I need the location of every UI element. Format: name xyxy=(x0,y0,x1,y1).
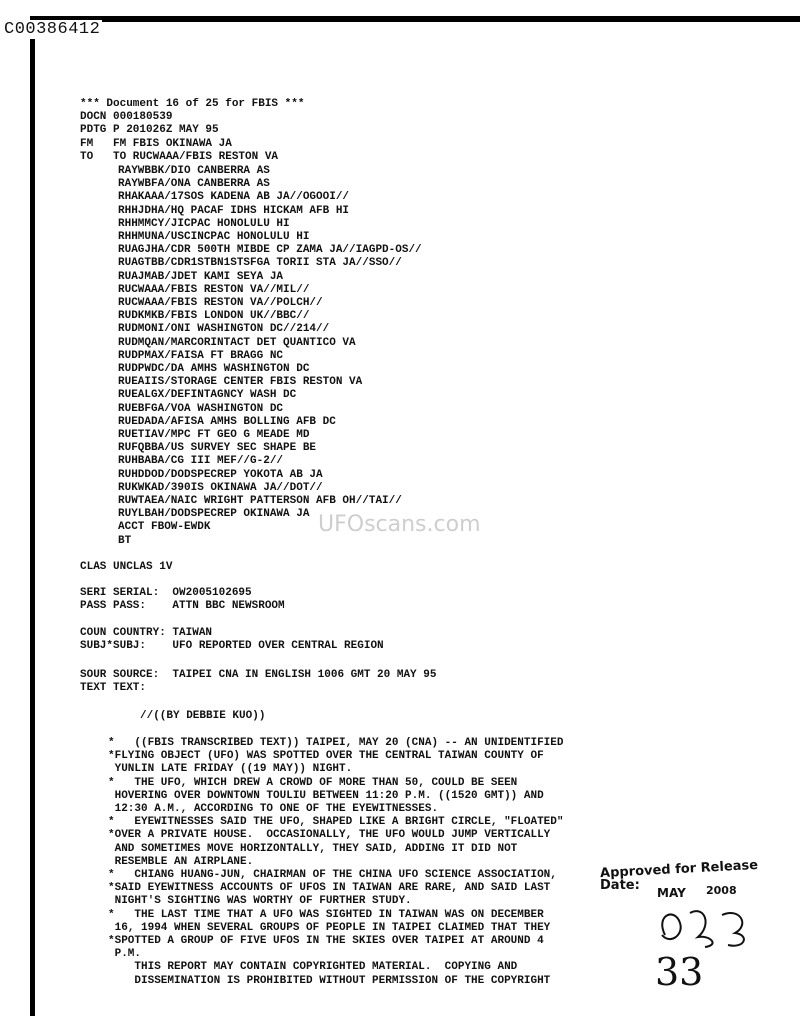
recipient-line: RUYLBAH/DODSPECREP OKINAWA JA xyxy=(118,508,310,521)
release-stamp-month: MAY xyxy=(657,886,686,900)
recipient-line: RUETIAV/MPC FT GEO G MEADE MD xyxy=(118,429,310,441)
handwritten-page-number: 33 xyxy=(655,950,704,994)
recipient-line: RUCWAAA/FBIS RESTON VA//POLCH// xyxy=(118,297,323,309)
recipient-line: RUCWAAA/FBIS RESTON VA//MIL// xyxy=(118,283,310,296)
document-id: C00386412 xyxy=(4,20,101,39)
metadata-line: SERI SERIAL: OW2005102695 xyxy=(80,587,252,599)
recipient-line: ACCT FBOW-EWDK xyxy=(118,521,211,534)
body-text-line: NIGHT'S SIGHTING WAS WORTHY OF FURTHER STUDY. xyxy=(108,895,412,908)
release-stamp-date-label: Date: xyxy=(600,878,640,893)
metadata-line: SOUR SOURCE: TAIPEI CNA IN ENGLISH 1006 GMT 20 MAY 95 xyxy=(80,669,437,681)
recipient-line: RHHJDHA/HQ PACAF IDHS HICKAM AFB HI xyxy=(118,204,350,217)
recipient-line: RHHMUNA/USCINCPAC HONOLULU HI xyxy=(118,231,310,243)
recipient-line: RUDPWDC/DA AMHS WASHINGTON DC xyxy=(118,363,310,375)
recipient-line: RUEALGX/DEFINTAGNCY WASH DC xyxy=(118,389,297,402)
body-text-line: * EYEWITNESSES SAID THE UFO, SHAPED LIKE A BRIGHT CIRCLE, "FLOATED" xyxy=(108,816,564,829)
release-stamp-year: 2008 xyxy=(706,884,737,897)
top-border xyxy=(30,16,800,22)
recipient-line: BT xyxy=(118,534,132,547)
handwritten-initials-icon xyxy=(650,905,760,950)
body-text-line: *SPOTTED A GROUP OF FIVE UFOS IN THE SKIES OVER TAIPEI AT AROUND 4 xyxy=(108,935,544,947)
body-text-line: P.M. xyxy=(108,948,142,961)
header-to: TO TO RUCWAAA/FBIS RESTON VA xyxy=(80,150,279,163)
body-text-line: AND SOMETIMES MOVE HORIZONTALLY, THEY SAID, ADDING IT DID NOT xyxy=(108,842,518,855)
header-pdtg: PDTG P 201026Z MAY 95 xyxy=(80,124,219,137)
recipient-line: RUDPMAX/FAISA FT BRAGG NC xyxy=(118,349,284,362)
metadata-line: TEXT TEXT: xyxy=(80,682,147,694)
metadata-line: PASS PASS: ATTN BBC NEWSROOM xyxy=(80,600,285,612)
recipient-line: RAYWBFA/ONA CANBERRA AS xyxy=(118,178,270,191)
recipient-line: RHHMMCY/JICPAC HONOLULU HI xyxy=(118,217,290,230)
recipient-line: RHAKAAA/17SOS KADENA AB JA//OGOOI// xyxy=(118,191,350,204)
body-text-line: *SAID EYEWITNESS ACCOUNTS OF UFOS IN TAIWAN ARE RARE, AND SAID LAST xyxy=(108,882,551,895)
body-text-line: *FLYING OBJECT (UFO) WAS SPOTTED OVER THE CENTRAL TAIWAN COUNTY OF xyxy=(108,750,544,763)
recipient-line: RUDMQAN/MARCORINTACT DET QUANTICO VA xyxy=(118,336,356,349)
header-doc-line: *** Document 16 of 25 for FBIS *** xyxy=(80,98,305,110)
body-text-line: HOVERING OVER DOWNTOWN TOULIU BETWEEN 11:20 P.M. ((1520 GMT)) AND xyxy=(108,789,544,802)
release-stamp-approved: Approved for Release xyxy=(599,857,759,882)
recipient-line: RUFQBBA/US SURVEY SEC SHAPE BE xyxy=(118,442,317,455)
metadata-line: CLAS UNCLAS 1V xyxy=(80,561,173,573)
header-docn: DOCN 000180539 xyxy=(80,111,173,124)
metadata-line: SUBJ*SUBJ: UFO REPORTED OVER CENTRAL REGION xyxy=(80,640,384,652)
left-border xyxy=(30,16,35,1016)
header-fm: FM FM FBIS OKINAWA JA xyxy=(80,137,232,150)
body-text-line: * CHIANG HUANG-JUN, CHAIRMAN OF THE CHINA UFO SCIENCE ASSOCIATION, xyxy=(108,869,557,881)
recipient-line: RUAGTBB/CDR1STBN1STSFGA TORII STA JA//SSO// xyxy=(118,257,402,270)
recipient-line: RUDKMKB/FBIS LONDON UK//BBC// xyxy=(118,310,310,323)
recipient-line: RUEDADA/AFISA AMHS BOLLING AFB DC xyxy=(118,415,336,428)
recipient-line: RUKWKAD/390IS OKINAWA JA//DOT// xyxy=(118,481,323,494)
recipient-line: RUEBFGA/VOA WASHINGTON DC xyxy=(118,402,284,415)
body-text-line: * THE UFO, WHICH DREW A CROWD OF MORE THAN 50, COULD BE SEEN xyxy=(108,776,518,789)
body-text-line: *OVER A PRIVATE HOUSE. OCCASIONALLY, THE UFO WOULD JUMP VERTICALLY xyxy=(108,829,551,842)
recipient-line: RUHDDOD/DODSPECREP YOKOTA AB JA xyxy=(118,468,323,481)
body-text-line: * THE LAST TIME THAT A UFO WAS SIGHTED IN TAIWAN WAS ON DECEMBER xyxy=(108,908,544,921)
byline: //((BY DEBBIE KUO)) xyxy=(140,710,266,722)
body-text-line: THIS REPORT MAY CONTAIN COPYRIGHTED MATERIAL. COPYING AND xyxy=(108,961,518,974)
watermark: UFOscans.com xyxy=(318,512,481,537)
body-text-line: * ((FBIS TRANSCRIBED TEXT)) TAIPEI, MAY 20 (CNA) -- AN UNIDENTIFIED xyxy=(108,737,564,749)
recipient-line: RAYWBBK/DIO CANBERRA AS xyxy=(118,165,270,177)
body-text-line: RESEMBLE AN AIRPLANE. xyxy=(108,855,254,868)
recipient-line: RUAJMAB/JDET KAMI SEYA JA xyxy=(118,270,284,283)
metadata-line: COUN COUNTRY: TAIWAN xyxy=(80,627,213,639)
recipient-line: RUAGJHA/CDR 500TH MIBDE CP ZAMA JA//IAGPD-OS// xyxy=(118,244,422,257)
body-text-line: YUNLIN LATE FRIDAY ((19 MAY)) NIGHT. xyxy=(108,763,353,776)
recipient-line: RUWTAEA/NAIC WRIGHT PATTERSON AFB OH//TAI// xyxy=(118,495,402,507)
body-text-line: 16, 1994 WHEN SEVERAL GROUPS OF PEOPLE IN TAIPEI CLAIMED THAT THEY xyxy=(108,921,551,934)
body-text-line: DISSEMINATION IS PROHIBITED WITHOUT PERMISSION OF THE COPYRIGHT xyxy=(108,974,551,987)
recipient-line: RUDMONI/ONI WASHINGTON DC//214// xyxy=(118,323,330,336)
body-text-line: 12:30 A.M., ACCORDING TO ONE OF THE EYEWITNESSES. xyxy=(108,803,439,815)
recipient-line: RUHBABA/CG III MEF//G-2// xyxy=(118,455,284,468)
recipient-line: RUEAIIS/STORAGE CENTER FBIS RESTON VA xyxy=(118,376,363,389)
